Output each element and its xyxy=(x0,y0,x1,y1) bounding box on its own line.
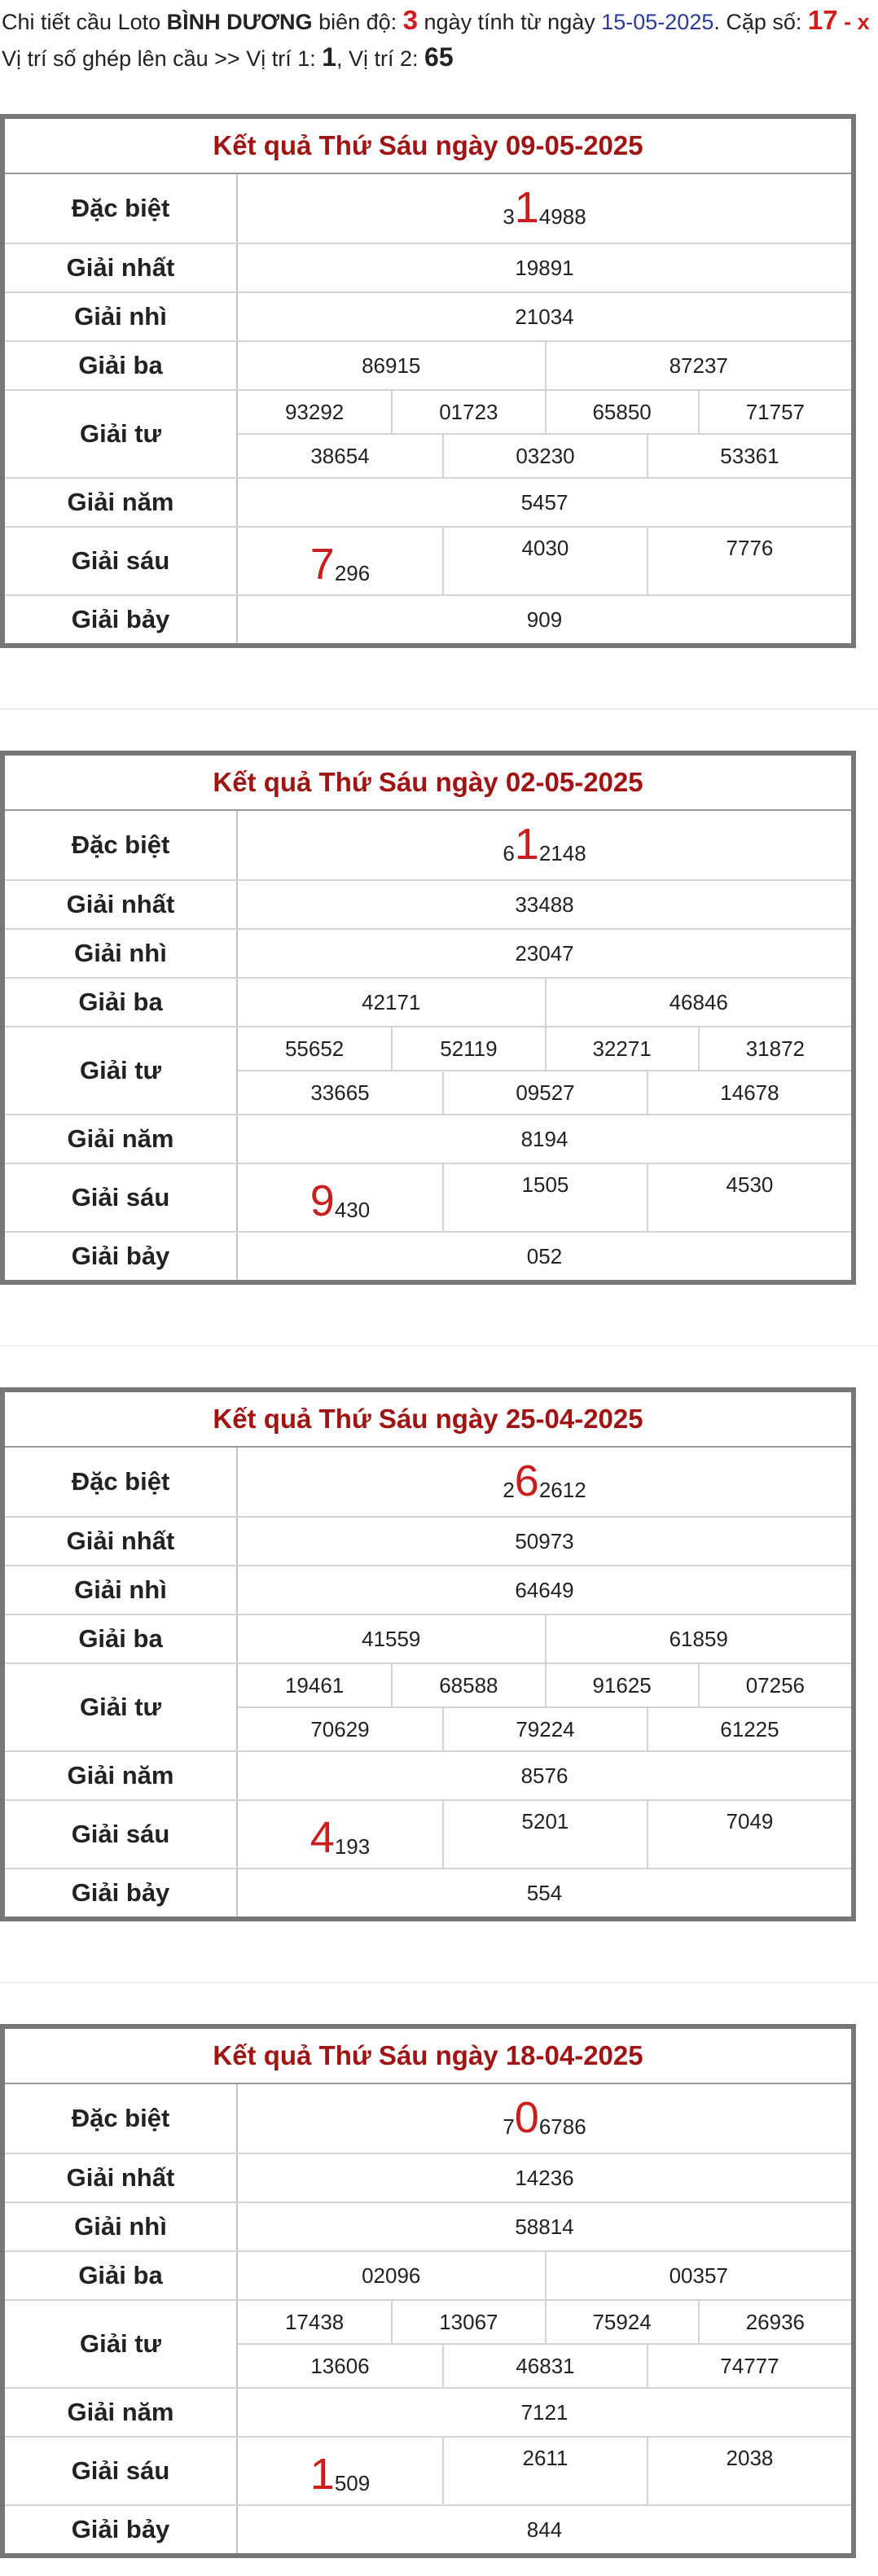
prize-label: Giải tư xyxy=(5,2301,238,2387)
prize-label: Giải sáu xyxy=(5,528,238,594)
result-table xyxy=(0,751,856,1285)
values-line xyxy=(238,1566,851,1614)
third-prize-number: 46846 xyxy=(545,979,852,1026)
third-prize-number: 87237 xyxy=(545,342,852,389)
prize-values xyxy=(238,979,851,1026)
sixth-prize-number-1 xyxy=(238,1164,442,1231)
row-seventh-prize xyxy=(5,1233,851,1280)
second-prize-number: 58814 xyxy=(515,2214,574,2239)
fourth-prize-number: 14678 xyxy=(647,1071,851,1114)
result-title: Kết quả Thứ Sáu ngày 18-04-2025 xyxy=(5,2029,851,2084)
third-prize-number: 86915 xyxy=(362,353,421,378)
fifth-prize-number: 8576 xyxy=(520,1763,569,1788)
prize-label: Giải tư xyxy=(5,391,238,477)
row-seventh-prize xyxy=(5,596,851,643)
result-title: Kết quả Thứ Sáu ngày 02-05-2025 xyxy=(5,756,851,811)
prize-label: Giải ba xyxy=(5,2252,238,2299)
pair-rest: - x xyxy=(837,10,870,34)
prize-values xyxy=(238,1164,851,1231)
fifth-prize-number: 7121 xyxy=(520,2399,569,2425)
values-line xyxy=(238,930,851,977)
seventh-prize-number: 909 xyxy=(526,607,563,632)
prize-values xyxy=(238,2389,851,2436)
values-line xyxy=(238,2203,851,2250)
fourth-prize-number: 70629 xyxy=(310,1716,370,1741)
sixth-prize-number-1 xyxy=(238,2438,442,2504)
seventh-prize-number: 052 xyxy=(526,1243,563,1268)
sixth-prize-number-1 xyxy=(238,1801,442,1868)
row-fifth-prize xyxy=(5,479,851,528)
row-third-prize xyxy=(5,2252,851,2301)
sixth-prize-suffix: 509 xyxy=(334,2471,371,2495)
prize-label: Giải năm xyxy=(5,479,238,526)
prize-label: Giải nhì xyxy=(5,930,238,977)
prize-values xyxy=(238,1615,851,1663)
prize-label: Giải sáu xyxy=(5,1801,238,1868)
row-sixth-prize xyxy=(5,1801,851,1869)
prize-values xyxy=(238,244,851,291)
section-separator xyxy=(0,1982,878,1983)
values-line xyxy=(238,2084,851,2153)
fourth-prize-number: 32271 xyxy=(545,1027,698,1070)
intro-summary xyxy=(0,0,878,81)
values-line xyxy=(238,2506,851,2553)
third-prize-number: 42171 xyxy=(362,989,421,1014)
values-line xyxy=(238,596,851,643)
prize-values xyxy=(238,930,851,977)
sixth-prize-number-3: 4530 xyxy=(647,1164,851,1231)
third-prize-number: 41559 xyxy=(362,1626,421,1651)
values-line xyxy=(238,979,851,1026)
prize-label: Đặc biệt xyxy=(5,811,238,879)
row-seventh-prize xyxy=(5,2506,851,2553)
fourth-prize-number: 71757 xyxy=(698,391,851,433)
start-date: 15-05-2025 xyxy=(601,10,714,34)
values-line xyxy=(238,1752,851,1799)
pair-value: 17 xyxy=(807,5,838,35)
sixth-prize-number-2: 4030 xyxy=(442,528,647,594)
prize-label: Giải ba xyxy=(5,1615,238,1663)
prize-values xyxy=(238,1027,851,1114)
fourth-prize-number: 91625 xyxy=(545,1664,698,1706)
prize-values xyxy=(238,1518,851,1565)
position-2-label: , Vị trí 2: xyxy=(336,46,425,71)
row-special-prize xyxy=(5,1448,851,1518)
position-2-value: 65 xyxy=(424,42,454,72)
prize-label: Giải nhì xyxy=(5,2203,238,2250)
fourth-prize-number: 26936 xyxy=(698,2301,851,2343)
values-line xyxy=(238,528,851,594)
values-line xyxy=(238,1164,851,1231)
prize-values xyxy=(238,2252,851,2299)
prize-label: Giải nhất xyxy=(5,2154,238,2201)
sixth-prize-number-3: 7049 xyxy=(647,1801,851,1868)
values-line xyxy=(238,2389,851,2436)
values-line xyxy=(238,1615,851,1663)
second-prize-number: 64649 xyxy=(515,1577,574,1602)
values-line xyxy=(238,244,851,291)
third-prize-number: 61859 xyxy=(545,1615,852,1663)
fourth-prize-number: 93292 xyxy=(284,399,345,424)
prize-values xyxy=(238,2301,851,2387)
fourth-prize-number: 03230 xyxy=(442,435,647,477)
fourth-prize-number: 31872 xyxy=(698,1027,851,1070)
prize-values xyxy=(238,479,851,526)
sixth-prize-number-2: 1505 xyxy=(442,1164,647,1231)
pair-label: . Cặp số: xyxy=(713,10,808,34)
prize-values xyxy=(238,1448,851,1516)
row-sixth-prize xyxy=(5,1164,851,1233)
row-second-prize xyxy=(5,2203,851,2252)
prize-label: Giải tư xyxy=(5,1027,238,1114)
special-prize-prefix: 2 xyxy=(503,1478,515,1502)
values-line xyxy=(238,1115,851,1163)
row-third-prize xyxy=(5,1615,851,1664)
prize-label: Giải ba xyxy=(5,342,238,389)
prize-values xyxy=(238,811,851,879)
first-prize-number: 33488 xyxy=(515,892,574,917)
sixth-prize-highlight: 7 xyxy=(309,540,335,589)
values-line xyxy=(238,2343,851,2387)
sixth-prize-number-2: 2611 xyxy=(442,2438,647,2504)
fourth-prize-number: 17438 xyxy=(284,2309,345,2334)
values-line xyxy=(238,2438,851,2504)
fourth-prize-number: 46831 xyxy=(442,2345,647,2387)
fourth-prize-number: 79224 xyxy=(442,1708,647,1750)
sixth-prize-highlight: 9 xyxy=(309,1176,335,1225)
prize-label: Giải nhì xyxy=(5,293,238,340)
prize-label: Giải tư xyxy=(5,1664,238,1750)
prize-values xyxy=(238,1801,851,1868)
fourth-prize-number: 53361 xyxy=(647,435,851,477)
values-line xyxy=(238,174,851,243)
prize-label: Đặc biệt xyxy=(5,174,238,243)
fourth-prize-number: 09527 xyxy=(442,1071,647,1114)
prize-values xyxy=(238,2506,851,2553)
values-line xyxy=(238,1869,851,1917)
intro-line-1 xyxy=(2,5,870,36)
row-fourth-prize xyxy=(5,1027,851,1115)
values-line xyxy=(238,1518,851,1565)
row-fourth-prize xyxy=(5,391,851,479)
prize-label: Giải nhất xyxy=(5,244,238,291)
result-table xyxy=(0,114,856,648)
values-line xyxy=(238,1448,851,1516)
prize-values xyxy=(238,881,851,928)
special-prize-number xyxy=(238,1448,851,1516)
row-fifth-prize xyxy=(5,1752,851,1801)
special-prize-number xyxy=(238,174,851,243)
values-line xyxy=(238,479,851,526)
values-line xyxy=(238,2301,851,2343)
values-line xyxy=(238,1706,851,1750)
fifth-prize-number: 5457 xyxy=(520,489,569,515)
row-fifth-prize xyxy=(5,2389,851,2438)
first-prize-number: 50973 xyxy=(515,1528,574,1553)
row-third-prize xyxy=(5,342,851,391)
prize-values xyxy=(238,2203,851,2250)
result-table xyxy=(0,2024,856,2558)
row-fourth-prize xyxy=(5,1664,851,1752)
intro-line-2 xyxy=(2,42,454,72)
prize-label: Đặc biệt xyxy=(5,1448,238,1516)
amplitude-label: biên độ: xyxy=(312,10,403,34)
result-title: Kết quả Thứ Sáu ngày 09-05-2025 xyxy=(5,119,851,174)
fourth-prize-number: 65850 xyxy=(545,391,698,433)
values-line xyxy=(238,1664,851,1706)
fourth-prize-number: 07256 xyxy=(698,1664,851,1706)
position-1-value: 1 xyxy=(322,42,337,72)
row-seventh-prize xyxy=(5,1869,851,1917)
special-prize-suffix: 6786 xyxy=(538,2114,586,2139)
values-line xyxy=(238,1070,851,1114)
row-second-prize xyxy=(5,293,851,342)
prize-values xyxy=(238,1752,851,1799)
row-second-prize xyxy=(5,1566,851,1615)
prize-label: Giải năm xyxy=(5,2389,238,2436)
result-title: Kết quả Thứ Sáu ngày 25-04-2025 xyxy=(5,1392,851,1448)
days-label: ngày tính từ ngày xyxy=(418,10,602,34)
prize-label: Đặc biệt xyxy=(5,2084,238,2153)
prize-values xyxy=(238,1233,851,1280)
second-prize-number: 23047 xyxy=(515,940,574,966)
special-prize-suffix: 2148 xyxy=(538,841,586,865)
prize-values xyxy=(238,391,851,477)
fourth-prize-number: 52119 xyxy=(391,1027,544,1070)
values-line xyxy=(238,342,851,389)
prize-label: Giải nhất xyxy=(5,881,238,928)
prize-values xyxy=(238,1566,851,1614)
sixth-prize-suffix: 430 xyxy=(334,1198,371,1222)
values-line xyxy=(238,293,851,340)
prize-label: Giải bảy xyxy=(5,596,238,643)
prize-values xyxy=(238,174,851,243)
prize-values xyxy=(238,2154,851,2201)
special-prize-highlight: 6 xyxy=(514,1457,539,1505)
values-line xyxy=(238,1027,851,1070)
prize-label: Giải bảy xyxy=(5,1233,238,1280)
prize-values xyxy=(238,1115,851,1163)
seventh-prize-number: 554 xyxy=(526,1880,563,1905)
row-sixth-prize xyxy=(5,528,851,596)
province-name: BÌNH DƯƠNG xyxy=(166,10,313,34)
values-line xyxy=(238,391,851,433)
sixth-prize-number-3: 7776 xyxy=(647,528,851,594)
section-separator xyxy=(0,708,878,710)
sixth-prize-number-1 xyxy=(238,528,442,594)
row-special-prize xyxy=(5,174,851,244)
prize-values xyxy=(238,1664,851,1750)
fifth-prize-number: 8194 xyxy=(520,1126,569,1151)
fourth-prize-number: 33665 xyxy=(310,1080,370,1105)
special-prize-highlight: 1 xyxy=(514,183,539,232)
prize-values xyxy=(238,1869,851,1917)
row-first-prize xyxy=(5,1518,851,1566)
fourth-prize-number: 61225 xyxy=(647,1708,851,1750)
prize-label: Giải sáu xyxy=(5,2438,238,2504)
values-line xyxy=(238,881,851,928)
values-line xyxy=(238,2252,851,2299)
special-prize-number xyxy=(238,2084,851,2153)
row-fourth-prize xyxy=(5,2301,851,2389)
fourth-prize-number: 01723 xyxy=(391,391,544,433)
third-prize-number: 02096 xyxy=(362,2263,421,2288)
fourth-prize-number: 13606 xyxy=(310,2353,370,2378)
fourth-prize-number: 74777 xyxy=(647,2345,851,2387)
prize-values xyxy=(238,2438,851,2504)
result-table xyxy=(0,1387,856,1921)
row-third-prize xyxy=(5,979,851,1027)
prize-values xyxy=(238,528,851,594)
position-prefix: Vị trí số ghép lên cầu >> Vị trí 1: xyxy=(2,46,323,71)
prize-label: Giải ba xyxy=(5,979,238,1026)
values-line xyxy=(238,1233,851,1280)
row-sixth-prize xyxy=(5,2438,851,2506)
third-prize-number: 00357 xyxy=(545,2252,852,2299)
special-prize-highlight: 0 xyxy=(514,2093,539,2142)
special-prize-prefix: 7 xyxy=(503,2114,515,2139)
special-prize-prefix: 3 xyxy=(503,204,515,229)
prize-label: Giải sáu xyxy=(5,1164,238,1231)
fourth-prize-number: 19461 xyxy=(284,1672,345,1698)
prize-values xyxy=(238,596,851,643)
sixth-prize-suffix: 296 xyxy=(334,561,371,585)
fourth-prize-number: 68588 xyxy=(391,1664,544,1706)
values-line xyxy=(238,2154,851,2201)
first-prize-number: 14236 xyxy=(515,2165,574,2190)
prize-label: Giải bảy xyxy=(5,2506,238,2553)
seventh-prize-number: 844 xyxy=(526,2517,563,2542)
values-line xyxy=(238,811,851,879)
row-first-prize xyxy=(5,244,851,293)
special-prize-prefix: 6 xyxy=(503,841,515,865)
prize-values xyxy=(238,2084,851,2153)
sixth-prize-highlight: 1 xyxy=(309,2450,335,2499)
section-separator xyxy=(0,1345,878,1347)
intro-prefix: Chi tiết cầu Loto xyxy=(2,10,167,34)
prize-label: Giải bảy xyxy=(5,1869,238,1917)
amplitude-value: 3 xyxy=(402,5,419,35)
special-prize-highlight: 1 xyxy=(514,820,539,869)
row-first-prize xyxy=(5,881,851,930)
special-prize-suffix: 4988 xyxy=(538,204,586,229)
prize-label: Giải nhì xyxy=(5,1566,238,1614)
values-line xyxy=(238,1801,851,1868)
sixth-prize-highlight: 4 xyxy=(309,1813,335,1862)
fourth-prize-number: 75924 xyxy=(545,2301,698,2343)
prize-label: Giải năm xyxy=(5,1752,238,1799)
special-prize-suffix: 2612 xyxy=(538,1478,586,1502)
special-prize-number xyxy=(238,811,851,879)
sixth-prize-suffix: 193 xyxy=(334,1834,371,1859)
row-fifth-prize xyxy=(5,1115,851,1164)
first-prize-number: 19891 xyxy=(515,255,574,280)
row-special-prize xyxy=(5,2084,851,2154)
values-line xyxy=(238,433,851,477)
fourth-prize-number: 55652 xyxy=(284,1036,345,1061)
row-first-prize xyxy=(5,2154,851,2203)
row-second-prize xyxy=(5,930,851,979)
row-special-prize xyxy=(5,811,851,881)
prize-label: Giải năm xyxy=(5,1115,238,1163)
prize-values xyxy=(238,342,851,389)
prize-values xyxy=(238,293,851,340)
prize-label: Giải nhất xyxy=(5,1518,238,1565)
second-prize-number: 21034 xyxy=(515,304,574,329)
sixth-prize-number-3: 2038 xyxy=(647,2438,851,2504)
fourth-prize-number: 13067 xyxy=(391,2301,544,2343)
sixth-prize-number-2: 5201 xyxy=(442,1801,647,1868)
fourth-prize-number: 38654 xyxy=(310,443,370,468)
